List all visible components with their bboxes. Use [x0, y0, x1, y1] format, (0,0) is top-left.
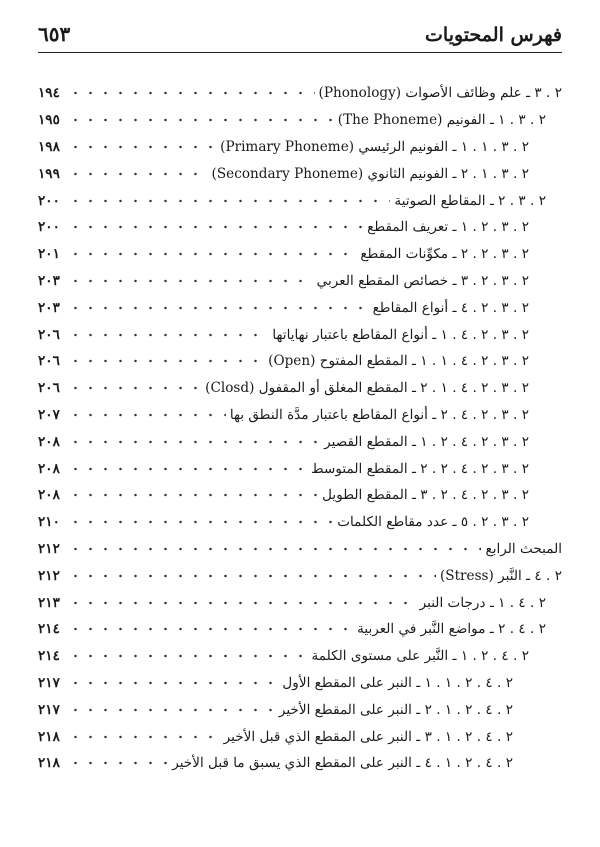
page-title: فهرس المحتويات [425, 24, 562, 46]
toc-entry-page-number: ٢١٢ [38, 540, 60, 557]
toc-entry[interactable] [38, 187, 562, 214]
toc-entry[interactable] [38, 375, 562, 402]
toc-entry-title: ٢ . ٣ . ٢ . ٤ ـ أنواع المقاطع [372, 299, 529, 316]
dot-leader [68, 678, 278, 688]
dot-leader [68, 276, 313, 286]
toc-entry-page-number: ٢٠٠ [38, 219, 60, 236]
toc-entry-title: ٢ . ٣ . ٢ ـ المقاطع الصوتية [394, 192, 546, 209]
toc-entry-page-number: ٢٠٦ [38, 380, 60, 397]
toc-entry-title: ٢ . ٣ . ٢ . ٥ ـ عدد مقاطع الكلمات [337, 514, 529, 531]
dot-leader [68, 651, 307, 661]
toc-entry-page-number: ١٩٤ [38, 85, 60, 102]
toc-entry-title: ٢ . ٤ . ٢ . ١ ـ النَّبر على مستوى الكلمة [311, 648, 529, 665]
page-header [38, 14, 562, 53]
toc-entry-page-number: ٢١٨ [38, 728, 60, 745]
page-number: ٦٥٣ [38, 22, 71, 46]
dot-leader [68, 598, 416, 608]
dot-leader [68, 249, 356, 259]
toc-entry-title: ٢ . ٤ . ٢ . ١ . ١ ـ النبر على المقطع الأول [282, 674, 513, 691]
dot-leader [68, 169, 208, 179]
table-of-contents [38, 80, 562, 777]
toc-entry[interactable] [38, 616, 562, 643]
toc-entry-page-number: ٢٠٠ [38, 192, 60, 209]
dot-leader [68, 383, 201, 393]
toc-entry-page-number: ٢١٧ [38, 674, 60, 691]
toc-entry-title: ٢ . ٣ . ٢ . ٤ . ١ ـ أنواع المقاطع باعتبار نهاياتها [272, 326, 529, 343]
toc-entry[interactable] [38, 509, 562, 536]
toc-entry-title: ٢ . ٤ . ٢ . ١ . ٢ ـ النبر على المقطع الأخير [278, 701, 513, 718]
toc-entry-title: ٢ . ٣ . ٢ . ٢ ـ مكوِّنات المقطع [360, 246, 529, 263]
toc-entry-title: ٢ . ٤ ـ النَّبر (Stress) [439, 567, 562, 584]
toc-entry-title: ٢ . ٣ . ٢ . ٤ . ١ . ١ ـ المقطع المفتوح (Open) [268, 353, 529, 370]
toc-entry-page-number: ٢١٣ [38, 594, 60, 611]
dot-leader [68, 88, 315, 98]
toc-entry[interactable] [38, 214, 562, 241]
toc-entry-title: ٢ . ٣ . ٢ . ٤ . ٢ . ١ ـ المقطع القصير [324, 433, 529, 450]
toc-entry-title: ٢ . ٤ . ٢ . ١ . ٣ ـ النبر على المقطع الذي قبل الأخير [223, 728, 513, 745]
dot-leader [68, 758, 168, 768]
toc-entry-title: ٢ . ٤ . ٢ . ١ . ٤ ـ النبر على المقطع الذي يسبق ما قبل الأخير [172, 755, 513, 772]
toc-entry-page-number: ١٩٩ [38, 165, 60, 182]
toc-entry-title: ٢ . ٣ . ١ . ١ ـ الفونيم الرئيسي (Primary Phoneme) [220, 138, 529, 155]
toc-entry[interactable] [38, 294, 562, 321]
dot-leader [68, 115, 334, 125]
toc-entry-page-number: ٢١٠ [38, 514, 60, 531]
toc-entry-page-number: ٢١٨ [38, 755, 60, 772]
toc-entry[interactable] [38, 107, 562, 134]
toc-entry-title: ٢ . ٤ . ٢ ـ مواضع النَّبر في العربية [357, 621, 546, 638]
toc-entry-title: ٢ . ٣ . ٢ . ٤ . ٢ . ٣ ـ المقطع الطويل [322, 487, 529, 504]
toc-entry-page-number: ٢٠١ [38, 246, 60, 263]
toc-entry[interactable] [38, 589, 562, 616]
dot-leader [68, 356, 264, 366]
toc-entry-page-number: ٢٠٣ [38, 299, 60, 316]
dot-leader [68, 571, 436, 581]
toc-entry-page-number: ٢٠٨ [38, 433, 60, 450]
toc-entry[interactable] [38, 160, 562, 187]
toc-entry-title: ٢ . ٣ . ٢ . ١ ـ تعريف المقطع [367, 219, 529, 236]
dot-leader [68, 544, 481, 554]
toc-entry-title: ٢ . ٣ ـ علم وظائف الأصوات (Phonology) [318, 85, 562, 102]
toc-entry-page-number: ٢٠٦ [38, 326, 60, 343]
toc-entry-title: ٢ . ٣ . ١ ـ الفونيم (The Phoneme) [337, 112, 546, 129]
dot-leader [68, 410, 226, 420]
toc-entry[interactable] [38, 536, 562, 563]
toc-entry[interactable] [38, 241, 562, 268]
dot-leader [68, 303, 369, 313]
toc-entry[interactable] [38, 750, 562, 777]
toc-entry-title: المبحث الرابع [485, 540, 562, 557]
dot-leader [68, 222, 363, 232]
toc-entry-page-number: ٢٠٦ [38, 353, 60, 370]
dot-leader [68, 517, 333, 527]
toc-entry[interactable] [38, 670, 562, 697]
dot-leader [68, 490, 318, 500]
toc-entry[interactable] [38, 348, 562, 375]
toc-entry[interactable] [38, 321, 562, 348]
toc-entry-page-number: ٢٠٧ [38, 406, 60, 423]
toc-entry-page-number: ٢١٤ [38, 648, 60, 665]
toc-entry[interactable] [38, 268, 562, 295]
dot-leader [68, 437, 320, 447]
toc-entry[interactable] [38, 723, 562, 750]
toc-entry[interactable] [38, 428, 562, 455]
dot-leader [68, 330, 268, 340]
toc-entry-title: ٢ . ٤ . ١ ـ درجات النبر [419, 594, 546, 611]
toc-entry-page-number: ٢٠٨ [38, 460, 60, 477]
toc-entry[interactable] [38, 80, 562, 107]
toc-entry[interactable] [38, 643, 562, 670]
dot-leader [68, 732, 220, 742]
toc-entry-page-number: ٢١٤ [38, 621, 60, 638]
dot-leader [68, 142, 216, 152]
toc-entry[interactable] [38, 134, 562, 161]
toc-entry-page-number: ١٩٨ [38, 138, 60, 155]
dot-leader [68, 464, 307, 474]
toc-entry-title: ٢ . ٣ . ٢ . ٤ . ١ . ٢ ـ المقطع المغلق أو المقفول (Closd) [205, 380, 529, 397]
toc-entry[interactable] [38, 455, 562, 482]
toc-entry-page-number: ٢١٢ [38, 567, 60, 584]
toc-entry-page-number: ٢٠٨ [38, 487, 60, 504]
toc-entry-page-number: ٢٠٣ [38, 272, 60, 289]
toc-entry-title: ٢ . ٣ . ٢ . ٤ . ٢ . ٢ ـ المقطع المتوسط [311, 460, 529, 477]
toc-entry[interactable] [38, 402, 562, 429]
toc-entry-title: ٢ . ٣ . ٢ . ٣ ـ خصائص المقطع العربي [316, 272, 529, 289]
toc-entry-title: ٢ . ٣ . ١ . ٢ ـ الفونيم الثانوي (Secondary Phoneme) [211, 165, 529, 182]
toc-entry-page-number: ٢١٧ [38, 701, 60, 718]
toc-entry[interactable] [38, 562, 562, 589]
toc-entry[interactable] [38, 482, 562, 509]
toc-entry[interactable] [38, 696, 562, 723]
dot-leader [68, 705, 275, 715]
dot-leader [68, 624, 353, 634]
dot-leader [68, 196, 390, 206]
toc-entry-title: ٢ . ٣ . ٢ . ٤ . ٢ ـ أنواع المقاطع باعتبار مدَّة النطق بها [229, 406, 529, 423]
toc-entry-page-number: ١٩٥ [38, 112, 60, 129]
